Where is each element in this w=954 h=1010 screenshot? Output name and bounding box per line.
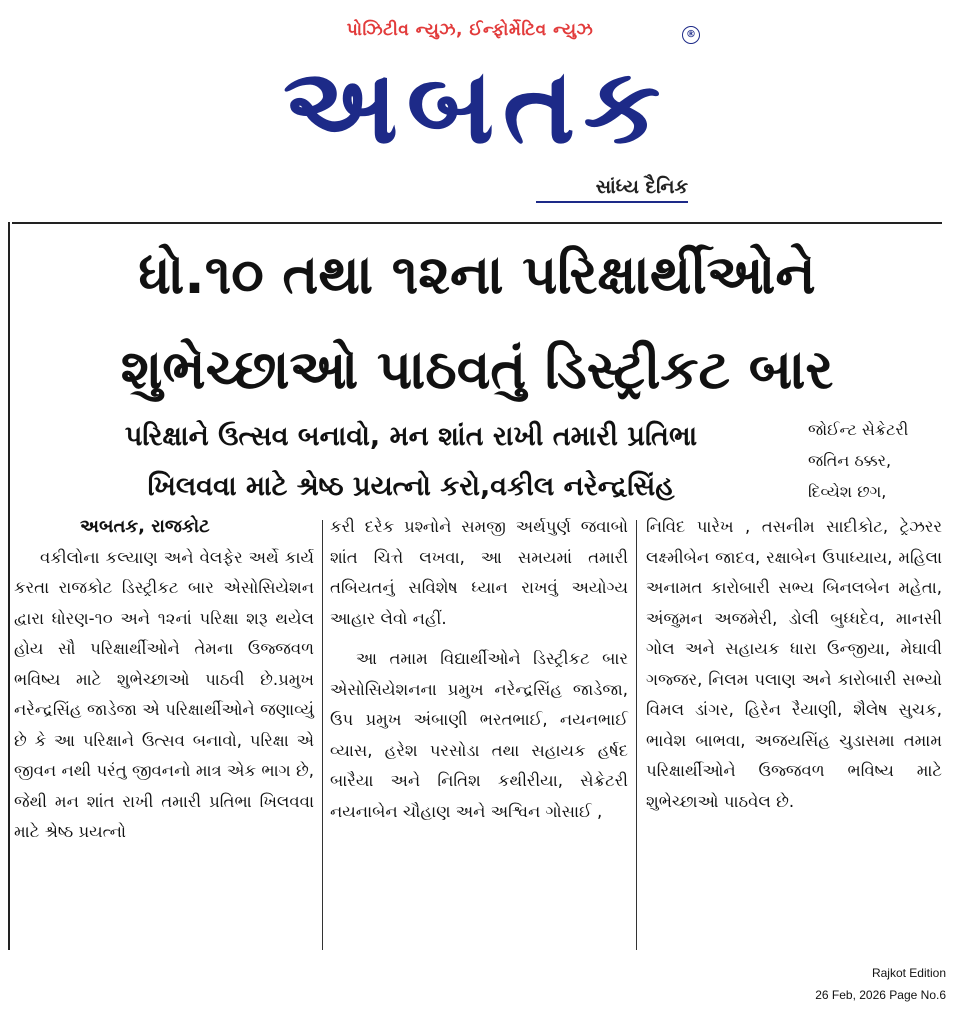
- masthead-subtitle: સાંધ્ય દૈનિક: [595, 176, 688, 198]
- article-column-3: [646, 512, 942, 817]
- column-divider-1: [322, 520, 323, 950]
- side-note-line-3: દિવ્યેશ છગ,: [808, 482, 887, 501]
- column-divider-2: [636, 520, 637, 950]
- column-3-text: નિવિદ પારેખ , તસનીમ સાદીકોટ, ટ્રેઝરર લક્ષ્મીબેન જાદવ, રક્ષાબેન ઉપાધ્યાય, મહિલા અનામત કારોબારી સભ્ય બિનલબેન મહેતા, અંજુમન અજમેરી, ડોલી બુધ્ધદેવ, માનસી ગોલ અને સહાયક ધારા ઉન્જીયા, મેઘાવી ગજ્જર, નિલમ પલાણ અને કારોબારી સભ્યો વિમલ ડાંગર, હિરેન રૈયાણી, શૈલેષ સુચક, ભાવેશ બાભવા, અજયસિંહ ચુડાસમા તમામ પરિક્ષાર્થીઓને ઉજ્જવળ ભવિષ્ય માટે શુભેચ્છાઓ પાઠવેલ છે.: [646, 517, 942, 811]
- subtitle-underline: [536, 201, 688, 203]
- deck-line-1: પરિક્ષાને ઉત્સવ બનાવો, મન શાંત રાખી તમારી પ્રતિભા: [124, 421, 698, 452]
- edition-label: Rajkot Edition: [871, 966, 946, 980]
- column-2-text-a: કરી દરેક પ્રશ્નોને સમજી અર્થપુર્ણ જવાબો શાંત ચિત્તે લખવા, આ સમયમાં તમારી તબિયતનું સવિશેષ ધ્યાન રાખવું અયોગ્ય આહાર લેવો નહીં.: [330, 517, 628, 628]
- date-page-label: 26 Feb, 2026 Page No.6: [815, 988, 946, 1002]
- side-note-line-2: જતિન ઠક્કર,: [808, 451, 892, 470]
- masthead-tagline: પોઝિટીવ ન્યુઝ, ઈન્ફોર્મેટિવ ન્યુઝ: [346, 20, 594, 40]
- headline-line-2: શુભેચ્છાઓ પાઠવતું ડિસ્ટ્રીકટ બાર: [120, 338, 834, 401]
- article-column-2: [330, 512, 628, 827]
- column-2-text-b: આ તમામ વિદ્યાર્થીઓને ડિસ્ટ્રીકટ બાર એસોસિયેશનના પ્રમુખ નરેન્દ્રસિંહ જાડેજા, ઉપ પ્રમુખ અંબાણી ભરતભાઈ, નયનભાઈ વ્યાસ, હરેશ પરસોડા તથા સહાયક હર્ષદ બારૈયા અને નિતિશ કથીરીયા, સેક્રેટરી નયનાબેન ચૌહાણ અને અશ્વિન ગોસાઈ ,: [330, 649, 628, 821]
- dateline: અબતક, રાજકોટ: [80, 516, 210, 537]
- side-note-line-1: જોઈન્ટ સેક્રેટરી: [808, 420, 909, 439]
- headline-line-1: ધો.૧૦ તથા ૧૨ના પરિક્ષાર્થીઓને: [138, 243, 816, 306]
- deck-line-2: ખિલવવા માટે શ્રેષ્ઠ પ્રયત્નો કરો,વકીલ નરેન્દ્રસિંહ: [147, 471, 675, 502]
- left-divider: [8, 222, 10, 950]
- logo-text: અબતક: [282, 45, 669, 167]
- newspaper-logo[interactable]: [252, 42, 700, 178]
- column-1-text: વકીલોના કલ્યાણ અને વેલફેર અર્થે કાર્ય કરતા રાજકોટ ડિસ્ટ્રીકટ બાર એસોસિયેશન દ્વારા ધોરણ-૧૦ અને ૧૨નાં પરિક્ષા શરૂ થયેલ હોય સૌ પરિક્ષાર્થીઓને તેમના ઉજ્જવળ ભવિષ્ય માટે શુભેચ્છાઓ પાઠવી છે.પ્રમુખ નરેન્દ્રસિંહ જાડેજા એ પરિક્ષાર્થીઓને જણાવ્યું છે કે આ પરિક્ષાને ઉત્સવ બનાવો, પરિક્ષા એ જીવન નથી પરંતુ જીવનનો માત્ર એક ભાગ છે, જેથી મન શાંત રાખી તમારી પ્રતિભા ખિલવવા માટે શ્રેષ્ઠ પ્રયત્નો: [14, 547, 314, 841]
- side-note: [808, 414, 942, 507]
- article-column-1: [14, 512, 314, 848]
- registered-mark-icon: ®: [682, 26, 700, 44]
- top-divider: [12, 222, 942, 224]
